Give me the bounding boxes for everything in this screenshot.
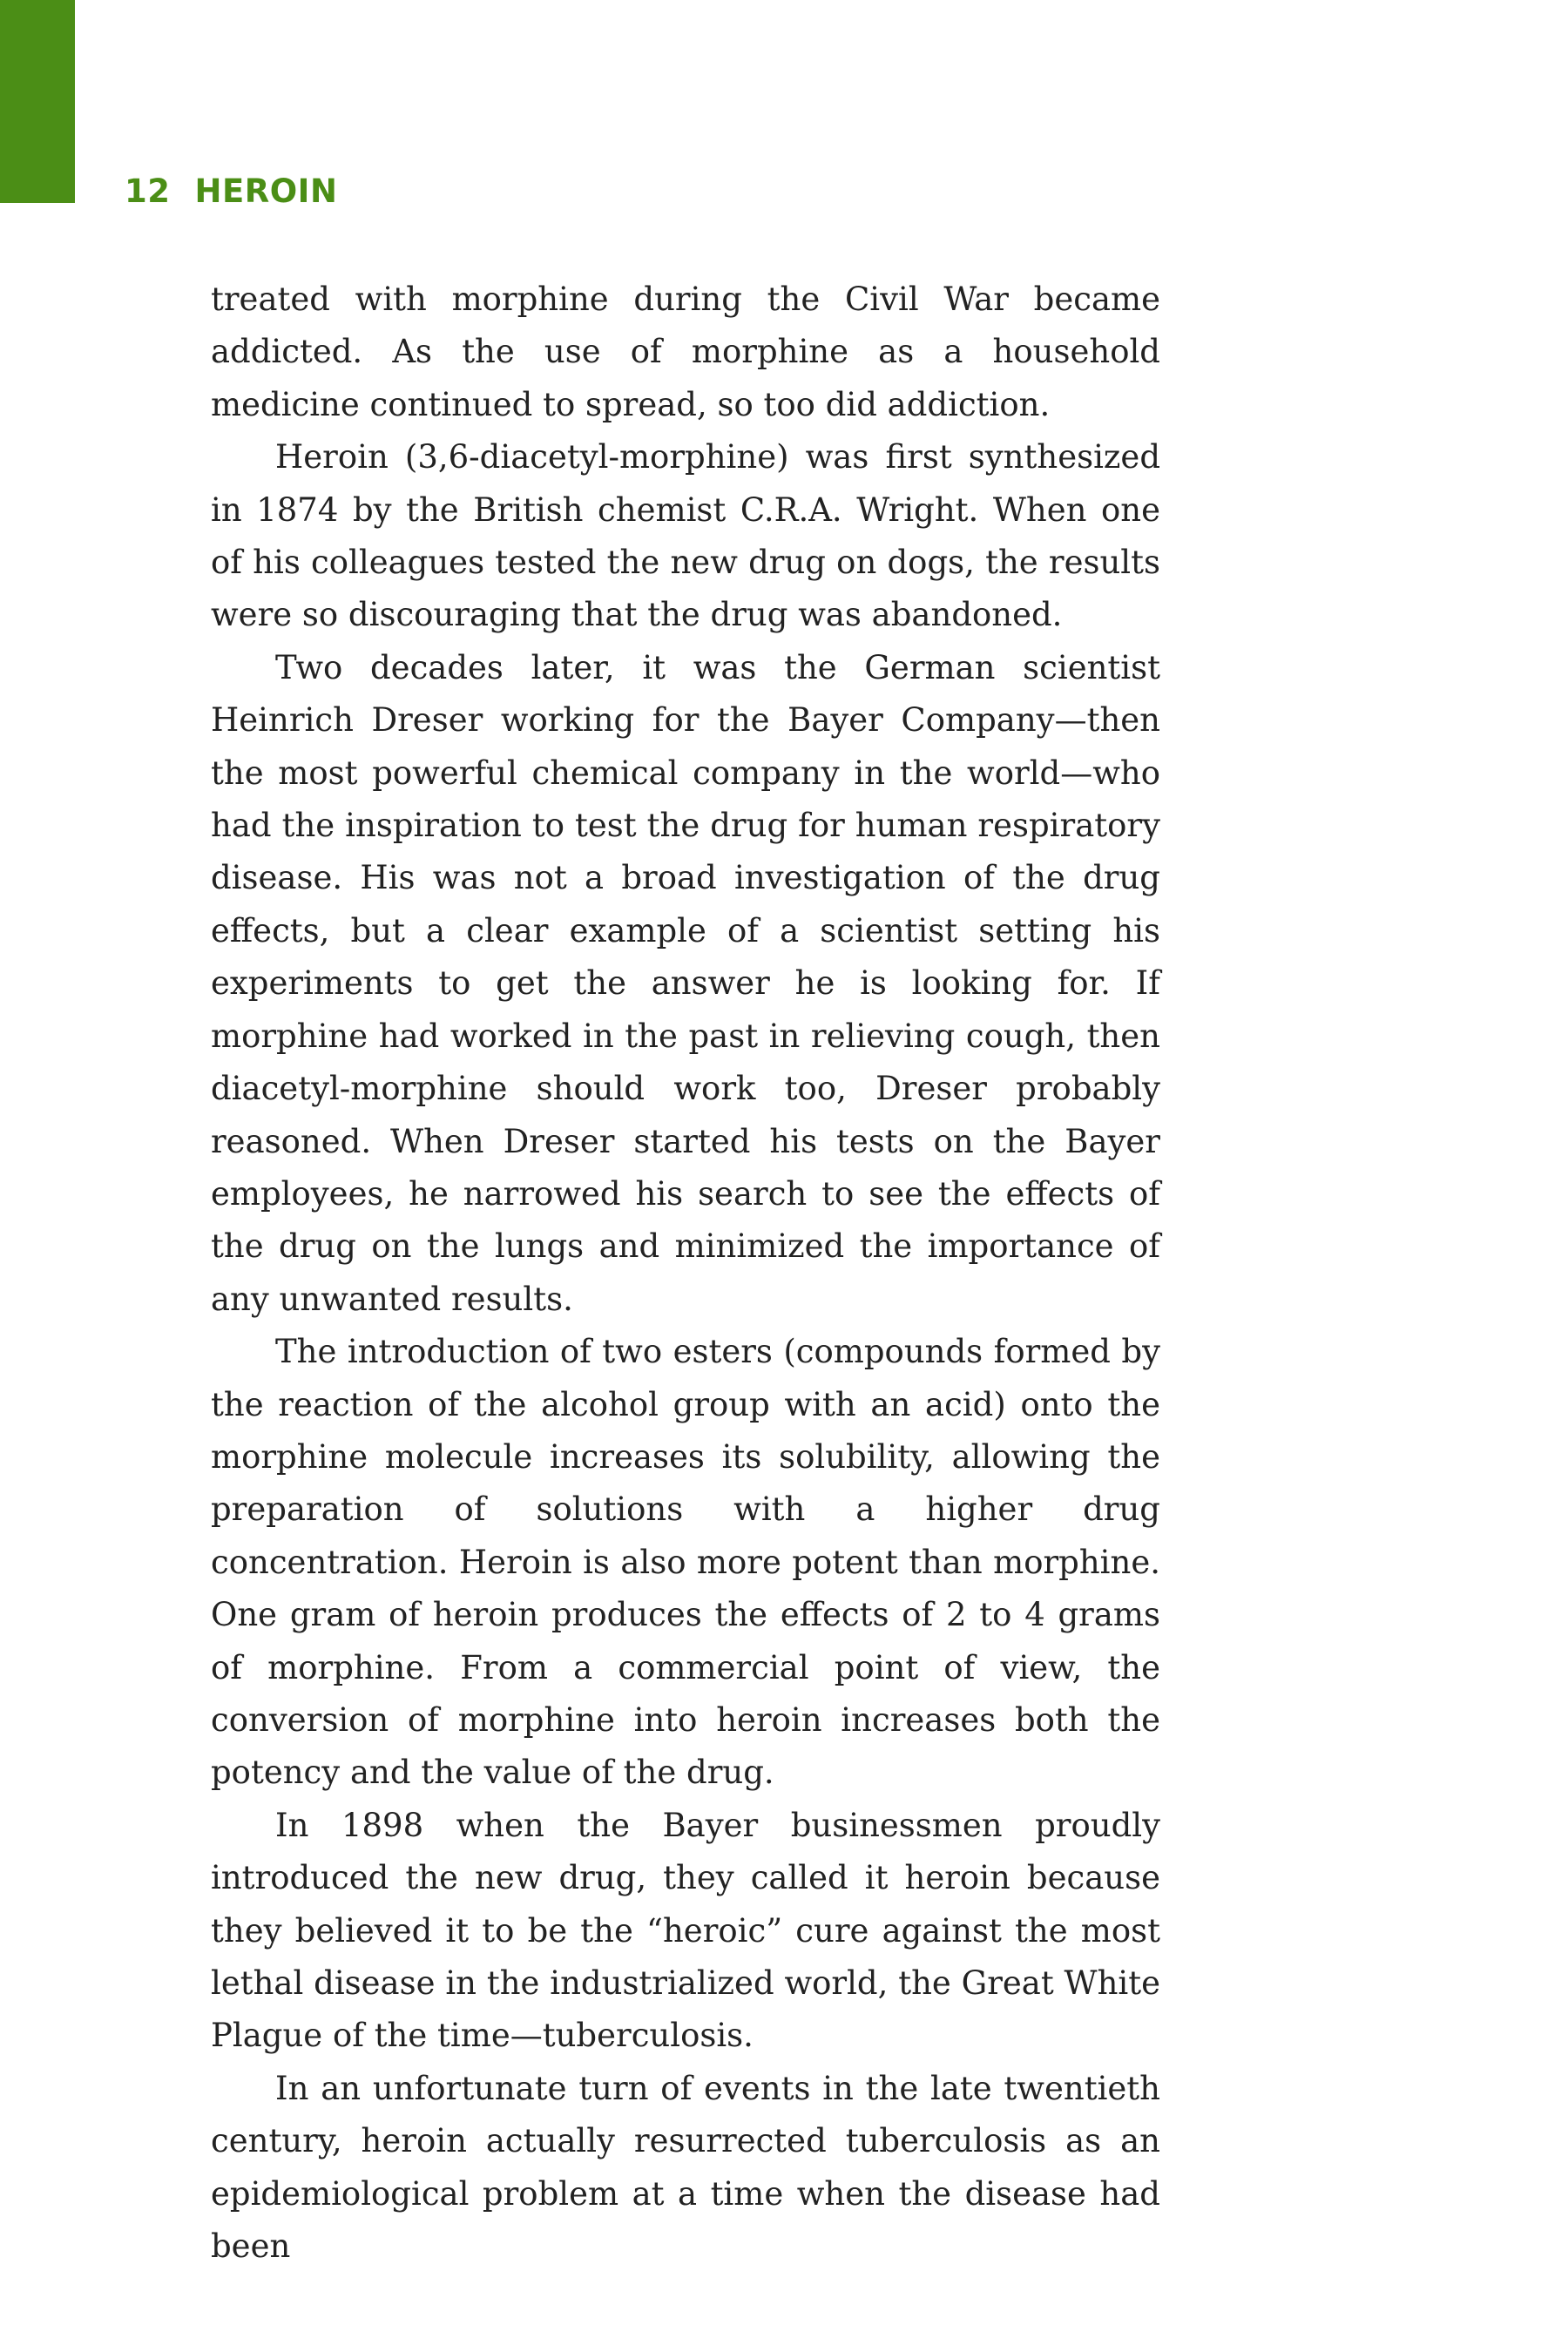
paragraph: The introduction of two esters (compounds formed by the reaction of the alcohol group with an acid) onto the morphine molecule increases its solubility, allowing the preparation of solutions with a higher drug concentration. Heroin is also more potent than morphine. One gram of heroin produces the effects of 2 to 4 grams of morphine. From a commercial point of view, the conversion of morphine into heroin increases both the potency and the value of the drug. [211,1333,1160,1792]
paragraph: treated with morphine during the Civil War became addicted. As the use of morphine as a household medicine continued to spread, so too did addiction. [211,280,1160,423]
chapter-color-tab [0,0,75,203]
paragraph: Heroin (3,6-diacetyl-morphine) was first synthesized in 1874 by the British chemist C.R.A. Wright. When one of his colleagues tested the new drug on dogs, the results were so discouraging that the drug was abandoned. [211,438,1160,634]
running-header [125,172,337,210]
page-number: 12 [125,172,171,210]
paragraph: In an unfortunate turn of events in the late twentieth century, heroin actually resurrected tuberculosis as an epidemiological problem at a time when the disease had been [211,2069,1160,2266]
paragraph: Two decades later, it was the German scientist Heinrich Dreser working for the Bayer Company—then the most powerful chemical company in the world—who had the inspiration to test the drug for human respiratory disease. His was not a broad investigation of the drug effects, but a clear example of a scientist setting his experiments to get the answer he is looking for. If morphine had worked in the past in relieving cough, then diacetyl-morphine should work too, Dreser probably reasoned. When Dreser started his tests on the Bayer employees, he narrowed his search to see the effects of the drug on the lungs and minimized the importance of any unwanted results. [211,648,1160,1318]
body-text [211,274,1160,2273]
running-title: HEROIN [194,172,338,210]
paragraph: In 1898 when the Bayer businessmen proudly introduced the new drug, they called it heroin because they believed it to be the “heroic” cure against the most lethal disease in the industrialized world, the Great White Plague of the time—tuberculosis. [211,1806,1160,2055]
